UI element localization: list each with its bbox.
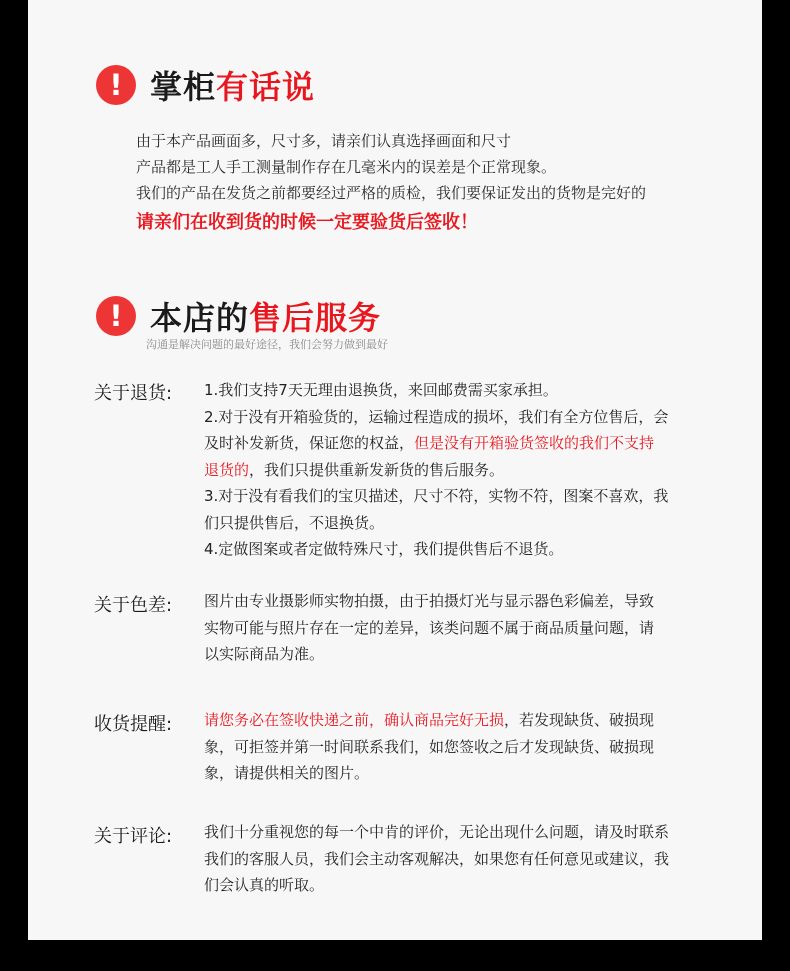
text-segment: ，我们只提供重新发新货的售后服务。 — [249, 460, 505, 479]
intro-line: 我们的产品在发货之前都要经过严格的质检，我们要保证发出的货物是完好的 — [136, 184, 647, 202]
color-diff-text — [204, 588, 724, 668]
page — [28, 0, 762, 940]
returns-label: 关于退货: — [94, 383, 173, 404]
intro-line: 产品都是工人手工测量制作存在几毫米内的误差是个正常现象。 — [136, 158, 557, 176]
text-line: 3.对于没有看我们的宝贝描述，尺寸不符，实物不符，图案不喜欢，我 — [204, 487, 669, 505]
text-segment: 及时补发新货，保证您的权益， — [204, 434, 415, 452]
title-black: 本店的 — [150, 299, 250, 337]
color-diff-label: 关于色差: — [94, 595, 173, 616]
text-line: 象，请提供相关的图片。 — [204, 764, 370, 782]
text-line: 我们的客服人员，我们会主动客观解决，如果您有任何意见或建议，我 — [204, 849, 670, 868]
text-line: 象，可拒签并第一时间联系我们，如您签收之后才发现缺货、破损现 — [204, 737, 655, 756]
text-line: 2.对于没有开箱验货的，运输过程造成的损坏，我们有全方位售后，会 — [204, 407, 669, 426]
returns-text — [204, 377, 724, 563]
intro-line: 由于本产品画面多，尺寸多，请亲们认真选择画面和尺寸 — [136, 132, 512, 150]
intro-warning: 请亲们在收到货的时候一定要验货后签收！ — [136, 212, 478, 233]
text-line: 图片由专业摄影师实物拍摄，由于拍摄灯光与显示器色彩偏差，导致 — [204, 592, 655, 610]
exclamation-icon: ! — [96, 296, 136, 336]
title-red: 有话说 — [216, 68, 316, 106]
section-title — [150, 62, 315, 108]
text-highlight: 但是没有开箱验货签收的我们不支持 — [414, 434, 655, 452]
text-line — [204, 457, 724, 484]
text-line: 们会认真的听取。 — [204, 876, 325, 894]
intro-notice — [136, 128, 736, 236]
text-line: 我们十分重视您的每一个中肯的评价，无论出现什么问题，请及时联系 — [204, 823, 670, 841]
text-line: 以实际商品为准。 — [204, 645, 325, 663]
text-line: 实物可能与照片存在一定的差异，该类问题不属于商品质量问题，请 — [204, 618, 655, 637]
review-label: 关于评论: — [94, 826, 173, 847]
section-subtitle: 沟通是解决问题的最好途径，我们会努力做到最好 — [146, 338, 388, 351]
text-highlight: 退货的 — [204, 460, 250, 479]
text-line — [204, 430, 724, 457]
text-highlight: 请您务必在签收快递之前，确认商品完好无损 — [204, 711, 505, 729]
title-black: 掌柜 — [150, 68, 217, 106]
text-line — [204, 707, 724, 734]
text-line: 4.定做图案或者定做特殊尺寸，我们提供售后不退货。 — [204, 540, 564, 558]
text-line: 们只提供售后，不退换货。 — [204, 513, 385, 532]
receipt-label: 收货提醒: — [94, 714, 173, 735]
section-header-aftersales — [96, 293, 381, 339]
review-text — [204, 819, 724, 899]
exclamation-icon: ! — [96, 65, 136, 105]
section-header-shopkeeper — [96, 62, 315, 108]
section-title — [150, 293, 381, 339]
receipt-text — [204, 707, 724, 787]
title-red: 售后服务 — [249, 299, 382, 337]
text-segment: ，若发现缺货、破损现 — [504, 711, 655, 729]
text-line: 1.我们支持7天无理由退换货，来回邮费需买家承担。 — [204, 381, 558, 399]
